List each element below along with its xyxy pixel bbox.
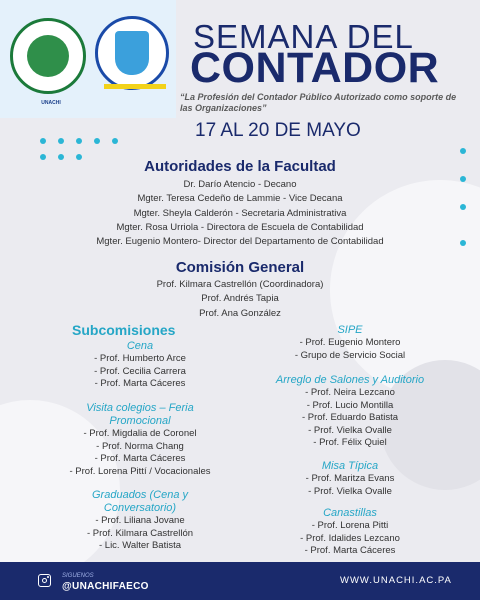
subcomisiones-title: Subcomisiones [72, 322, 176, 338]
decor-dot [76, 138, 82, 144]
instagram-flash [47, 576, 49, 578]
subgroup-misa-tipica [250, 460, 450, 498]
decor-dot [58, 138, 64, 144]
faculty-seal-logo [95, 16, 169, 90]
faculty-banner [104, 84, 166, 89]
unachi-seal-logo [10, 18, 86, 106]
list-item: - Prof. Lorena Pitti [311, 520, 389, 531]
list-item: - Prof. Humberto Arce [94, 353, 186, 364]
faculty-shield [115, 31, 149, 75]
list-item: - Prof. Migdalia de Coronel [83, 428, 197, 439]
instagram-icon[interactable] [38, 574, 51, 587]
title-line2: CONTADOR [190, 44, 440, 92]
list-item: - Prof. Neira Lezcano [305, 387, 395, 398]
list-item: - Prof. Félix Quiel [313, 437, 387, 448]
facultad-list [0, 178, 480, 249]
subgroup-canastillas [250, 507, 450, 558]
list-item: - Prof. Lorena Pittí / Vocacionales [69, 465, 211, 477]
list-item: - Prof. Lucio Montilla [306, 399, 394, 411]
list-item: - Prof. Eduardo Batista [301, 412, 399, 423]
seal-caption: UNACHI [41, 100, 61, 106]
decor-dot [40, 138, 46, 144]
list-item: Prof. Andrés Tapia [201, 293, 279, 305]
subgroup-cena [40, 340, 240, 391]
subgroup-visita-colegios [40, 402, 240, 478]
subgroup-title: Cena [126, 340, 154, 352]
event-dates: 17 AL 20 DE MAYO [195, 120, 361, 141]
list-item: - Prof. Norma Chang [96, 440, 184, 452]
follow-label: SIGUENOS [62, 573, 94, 579]
list-item: - Lic. Walter Batista [98, 540, 181, 551]
list-item: Mgter. Eugenio Montero- Director del Departamento de Contabilidad [96, 236, 384, 248]
tagline: “La Profesión del Contador Público Autorizado como soporte de las Organizaciones” [180, 92, 457, 113]
list-item: - Prof. Idalides Lezcano [300, 532, 400, 544]
list-item: - Prof. Vielka Ovalle [308, 485, 392, 497]
title-line1: SEMANA DEL [193, 18, 414, 55]
list-item: - Prof. Marta Cáceres [94, 453, 186, 464]
list-item: - Prof. Liliana Jovane [95, 515, 185, 526]
list-item: Mgter. Rosa Urriola - Directora de Escuela de Contabilidad [116, 221, 364, 233]
comision-title: Comisión General [175, 259, 305, 276]
list-item: Dr. Darío Atencio - Decano [183, 179, 297, 190]
social-handle-link[interactable]: @UNACHIFAECO [62, 581, 149, 592]
instagram-lens [42, 578, 47, 583]
list-item: Mgter. Sheyla Calderón - Secretaria Administrativa [133, 207, 347, 219]
decor-dot [112, 138, 118, 144]
comision-list [0, 278, 480, 321]
subgroup-title: Misa Típica [321, 460, 379, 472]
website-link[interactable]: WWW.UNACHI.AC.PA [340, 575, 452, 586]
list-item: - Prof. Marta Cáceres [94, 378, 186, 389]
subgroup-title: Canastillas [323, 507, 377, 519]
seal-emblem [27, 35, 69, 77]
list-item: Mgter. Teresa Cedeño de Lammie - Vice Decana [137, 193, 343, 205]
decor-dot [94, 138, 100, 144]
list-item: - Prof. Kilmara Castrellón [86, 527, 194, 539]
list-item: Prof. Ana González [199, 307, 281, 319]
subgroup-title: SIPE [337, 324, 363, 336]
list-item: - Prof. Maritza Evans [305, 473, 395, 484]
decor-dot [460, 148, 466, 154]
logos-panel [0, 0, 176, 118]
facultad-title: Autoridades de la Facultad [144, 158, 336, 175]
subgroup-arreglo-salones [250, 374, 450, 450]
subgroup-title: Arreglo de Salones y Auditorio [275, 374, 425, 386]
footer-bar [0, 562, 480, 600]
list-item: - Prof. Vielka Ovalle [308, 424, 392, 436]
list-item: - Prof. Eugenio Montero [299, 337, 401, 348]
subgroup-graduados [40, 489, 240, 553]
subgroup-sipe [250, 324, 450, 362]
list-item: Prof. Kilmara Castrellón (Coordinadora) [156, 279, 324, 290]
list-item: - Prof. Marta Cáceres [304, 545, 396, 556]
list-item: - Prof. Cecilia Carrera [94, 365, 186, 377]
subgroup-title: Graduados (Cena y Conversatorio) [92, 489, 188, 514]
list-item: - Grupo de Servicio Social [294, 349, 406, 361]
subgroup-title: Visita colegios – Feria Promocional [86, 402, 194, 427]
